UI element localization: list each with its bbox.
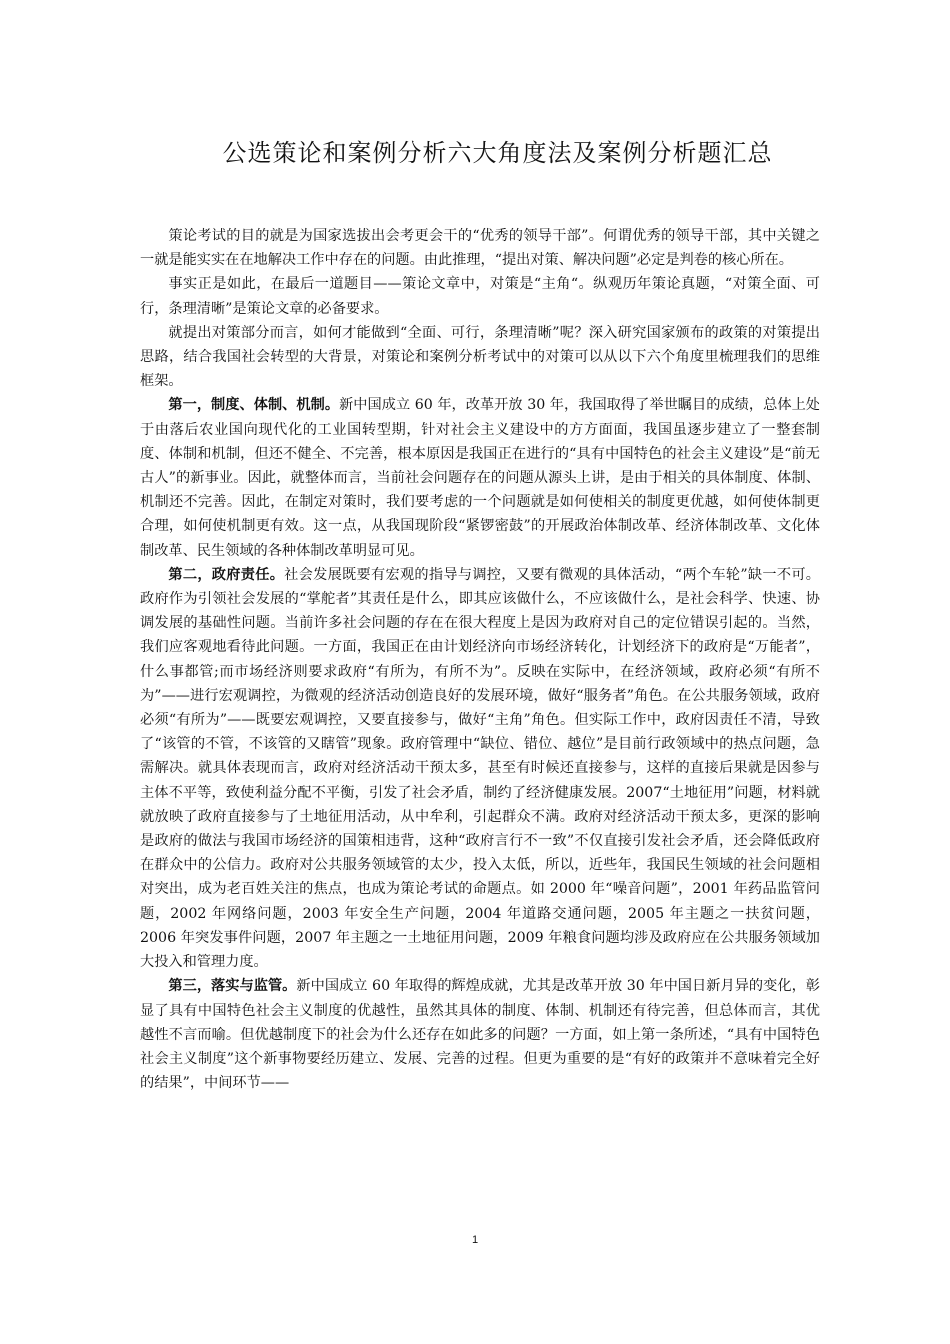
paragraph-lead: 第二，政府责任。: [168, 566, 285, 583]
paragraph: [140, 321, 820, 394]
document-title: 公选策论和案例分析六大角度法及案例分析题汇总: [222, 139, 773, 167]
paragraph-text: 新中国成立 60 年，改革开放 30 年，我国取得了举世瞩目的成绩，总体上处于由落后农业国向现代化的工业国转型期，针对社会主义建设中的方方面面，我国虽逐步建立了一整套制度、体制和机制，但还不健全、不完善，根本原因是我国正在进行的“具有中国特色的社会主义建设”是“前无古人”的新事业。因此，就整体而言，当前社会问题存在的问题从源头上讲，是由于相关的具体制度、体制、机制还不完善。因此，在制定对策时，我们要考虑的一个问题就是如何使相关的制度更优越，如何使体制更合理，如何使机制更有效。这一点，从我国现阶段“紧锣密鼓”的开展政治体制改革、经济体制改革、文化体制改革、民生领域的各种体制改革明显可见。: [140, 397, 820, 559]
paragraph-text: 策论考试的目的就是为国家选拔出会考更会干的“优秀的领导干部”。何谓优秀的领导干部，其中关键之一就是能实实在在地解决工作中存在的问题。由此推理，“提出对策、解决问题”必定是判卷的核心所在。: [140, 228, 820, 269]
paragraph-lead: 第一，制度、体制、机制。: [168, 397, 340, 414]
paragraph: [140, 563, 820, 974]
paragraph-text: 新中国成立 60 年取得的辉煌成就，尤其是改革开放 30 年中国日新月异的变化，彰显了具有中国特色社会主义制度的优越性，虽然其具体的制度、体制、机制还有待完善，但总体而言，其优越性不言而喻。但优越制度下的社会为什么还存在如此多的问题？一方面，如上第一条所述，“具有中国特色社会主义制度”这个新事物要经历建立、发展、完善的过程。但更为重要的是“有好的政策并不意味着完全好的结果”，中间环节——: [140, 978, 820, 1092]
page-number: 1: [471, 1234, 479, 1246]
paragraph: [140, 974, 820, 1095]
paragraph-text: 事实正是如此，在最后一道题目——策论文章中，对策是“主角“。纵观历年策论真题，“对策全面、可行，条理清晰”是策论文章的必备要求。: [140, 276, 820, 317]
document-body: [140, 224, 820, 1095]
paragraph: [140, 393, 820, 562]
paragraph-lead: 第三，落实与监管。: [168, 978, 297, 995]
paragraph-text: 社会发展既要有宏观的指导与调控，又要有微观的具体活动，“两个车轮”缺一不可。政府作为引领社会发展的“掌舵者”其责任是什么，即其应该做什么，不应该做什么，是社会科学、快速、协调发展的基础性问题。当前许多社会问题的存在在很大程度上是因为政府对自己的定位错误引起的。当然，我们应客观地看待此问题。一方面，我国正在由计划经济向市场经济转化，计划经济下的政府是“万能者”，什么事都管;而市场经济则要求政府“有所为，有所不为”。反映在实际中，在经济领域，政府必须“有所不为”——进行宏观调控，为微观的经济活动创造良好的发展环境，做好“服务者”角色。在公共服务领域，政府必须“有所为”——既要宏观调控，又要直接参与，做好“主角”角色。但实际工作中，政府因责任不清，导致了“该管的不管，不该管的又瞎管”现象。政府管理中“缺位、错位、越位”是目前行政领域中的热点问题，急需解决。就具体表现而言，政府对经济活动干预太多，甚至有时候还直接参与，这样的直接后果就是因参与主体不平等，致使利益分配不平衡，引发了社会矛盾，制约了经济健康发展。2007“土地征用”问题，材料就就放映了政府直接参与了土地征用活动，从中牟利，引起群众不满。政府对经济活动干预太多，更深的影响是政府的做法与我国市场经济的国策相违背，这种“政府言行不一致”不仅直接引发社会矛盾，还会降低政府在群众中的公信力。政府对公共服务领域管的太少，投入太低，所以，近些年，我国民生领域的社会问题相对突出，成为老百姓关注的焦点，也成为策论考试的命题点。如 2000 年“噪音问题”，2001 年药品监管问题，2002 年网络问题，2003 年安全生产问题，2004 年道路交通问题，2005 年主题之一扶贫问题，2006 年突发事件问题，2007 年主题之一土地征用问题，2009 年粮食问题均涉及政府应在公共服务领域加大投入和管理力度。: [140, 566, 820, 971]
paragraph: [140, 224, 820, 272]
paragraph-text: 就提出对策部分而言，如何才能做到“全面、可行，条理清晰”呢？深入研究国家颁布的政策的对策提出思路，结合我国社会转型的大背景，对策论和案例分析考试中的对策可以从以下六个角度里梳理我们的思维框架。: [140, 324, 820, 390]
paragraph: [140, 272, 820, 320]
